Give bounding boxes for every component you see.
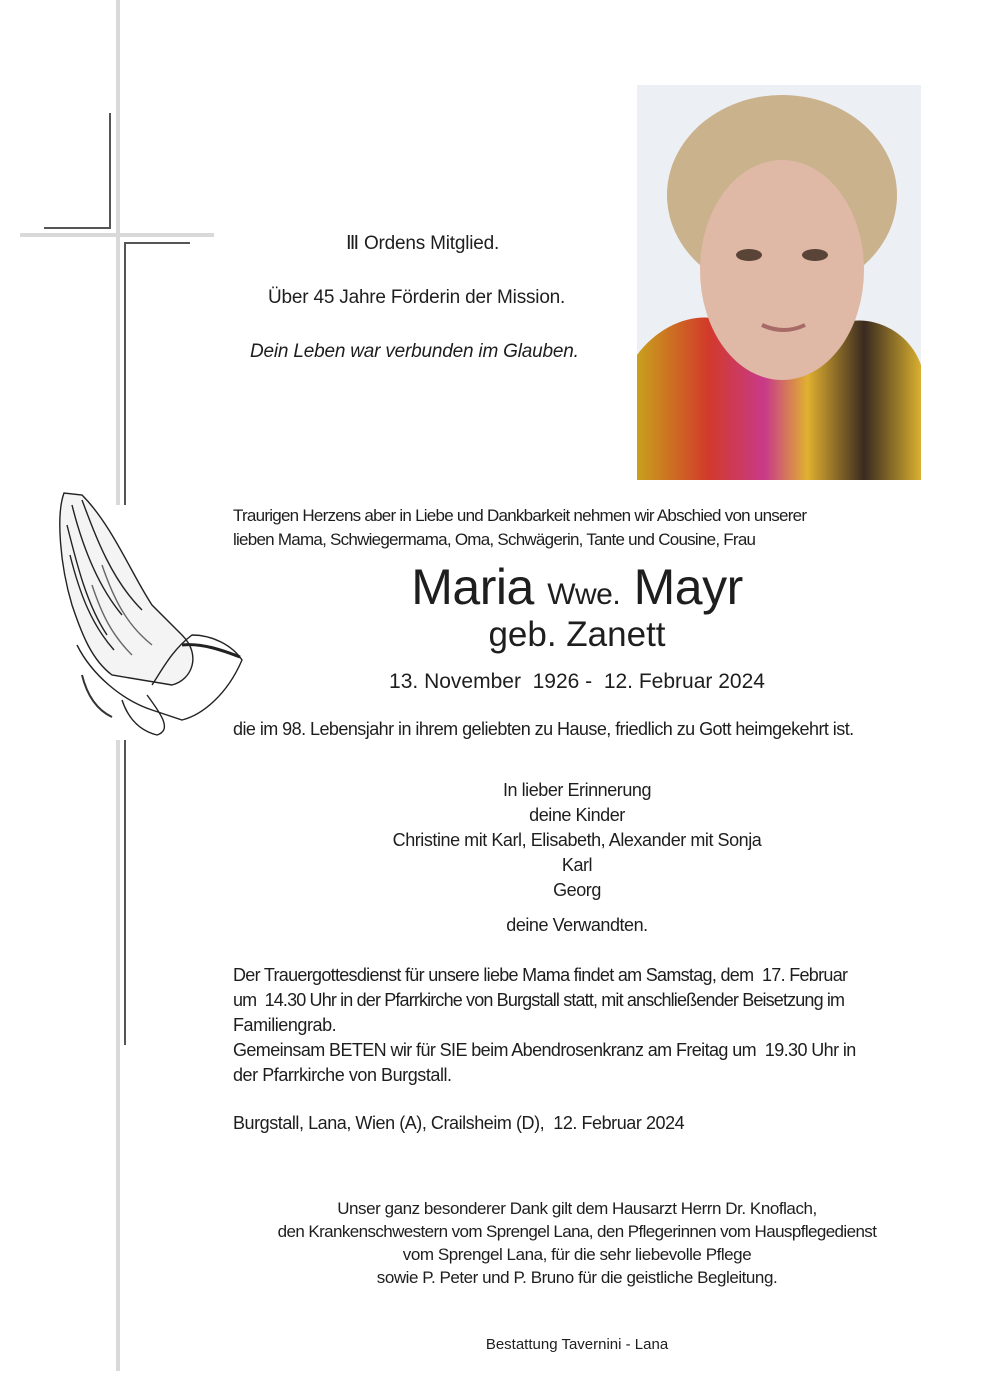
mourners-heading: In lieber Erinnerung — [502, 780, 652, 800]
first-name: Maria — [411, 559, 534, 615]
mission-support-text: Über 45 Jahre Förderin der Mission. — [268, 287, 566, 308]
life-dates: 13. November 1926 - 12. Februar 2024 — [389, 670, 765, 693]
last-name: Mayr — [633, 559, 743, 615]
order-membership-text: Ⅲ Ordens Mitglied. — [346, 233, 500, 254]
thanks-line: den Krankenschwestern vom Sprengel Lana, den Pflegerinnen vom Hauspflegedienst — [277, 1222, 877, 1241]
service-line: um 14.30 Uhr in der Pfarrkirche von Burgstall statt, mit anschließender Beisetzung im — [233, 990, 845, 1010]
funeral-home: Bestattung Tavernini - Lana — [485, 1336, 669, 1353]
cross-accent-line — [44, 227, 111, 229]
passing-text: die im 98. Lebensjahr in ihrem geliebten zu Hause, friedlich zu Gott heimgekehrt ist. — [233, 719, 854, 739]
thanks-line: vom Sprengel Lana, für die sehr liebevolle Pflege — [402, 1245, 752, 1264]
thanks-line: sowie P. Peter und P. Bruno für die geistliche Begleitung. — [376, 1268, 778, 1287]
widow-title: Wwe. — [547, 578, 621, 611]
portrait-photo — [637, 85, 921, 480]
praying-hands-icon — [52, 485, 247, 740]
faith-quote: Dein Leben war verbunden im Glauben. — [250, 341, 579, 362]
service-line: Der Trauergottesdienst für unsere liebe Mama findet am Samstag, dem 17. Februar — [233, 965, 848, 985]
children-names: Karl — [561, 855, 593, 875]
deceased-name — [233, 558, 921, 616]
relatives-label: deine Verwandten. — [506, 915, 648, 935]
children-label: deine Kinder — [529, 805, 625, 825]
birth-name: geb. Zanett — [488, 615, 666, 654]
cross-accent-line — [109, 113, 111, 229]
cross-accent-line — [124, 242, 190, 244]
place-date: Burgstall, Lana, Wien (A), Crailsheim (D), 12. Februar 2024 — [233, 1113, 685, 1133]
service-line: der Pfarrkirche von Burgstall. — [233, 1065, 452, 1085]
thanks-line: Unser ganz besonderer Dank gilt dem Hausarzt Herrn Dr. Knoflach, — [337, 1199, 817, 1218]
service-line: Gemeinsam BETEN wir für SIE beim Abendrosenkranz am Freitag um 19.30 Uhr in — [233, 1040, 856, 1060]
children-names: Georg — [553, 880, 601, 900]
cross-horizontal-bar — [20, 233, 214, 237]
children-names: Christine mit Karl, Elisabeth, Alexander mit Sonja — [392, 830, 762, 850]
intro-line: Traurigen Herzens aber in Liebe und Dankbarkeit nehmen wir Abschied von unserer — [233, 506, 807, 525]
intro-line: lieben Mama, Schwiegermama, Oma, Schwägerin, Tante und Cousine, Frau — [233, 530, 756, 549]
service-line: Familiengrab. — [233, 1015, 337, 1035]
